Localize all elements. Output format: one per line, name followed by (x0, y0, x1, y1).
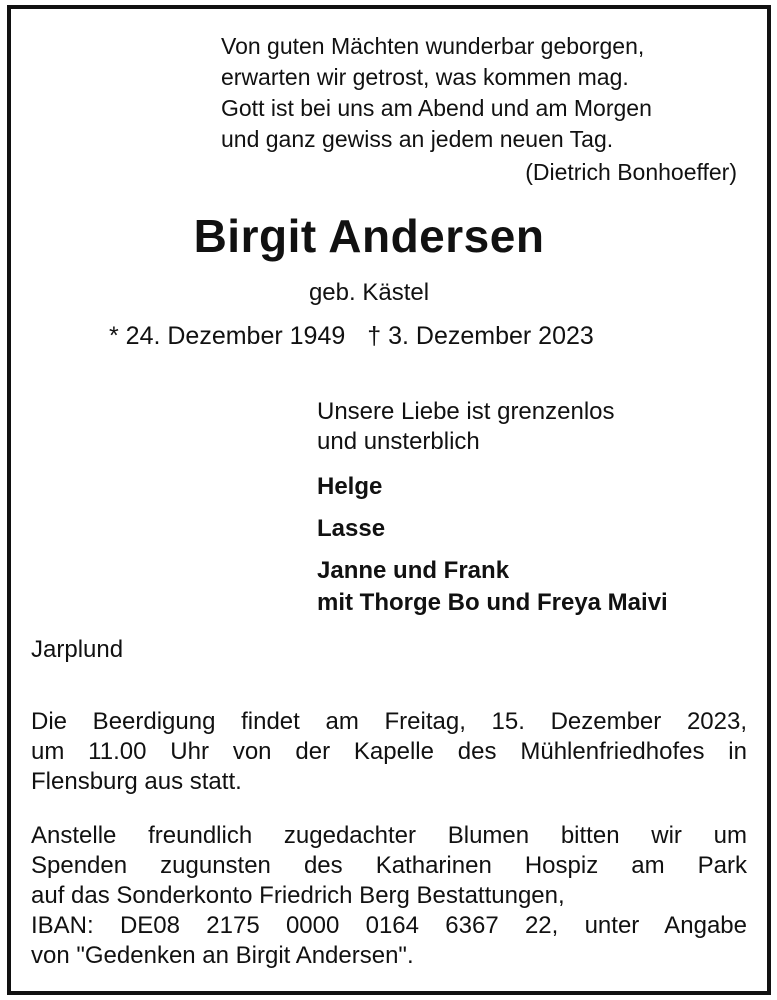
poem-line: erwarten wir getrost, was kommen mag. (221, 64, 629, 90)
family-list (317, 471, 668, 619)
place: Jarplund (31, 636, 124, 663)
poem (221, 31, 652, 155)
funeral-line: Die Beerdigung findet am Freitag, 15. Dezember 2023, (31, 708, 747, 735)
death-date: † 3. Dezember 2023 (367, 322, 594, 350)
donation-notice (31, 821, 747, 971)
donation-line: IBAN: DE08 2175 0000 0164 6367 22, unter Angabe (31, 912, 747, 939)
deceased-name: Birgit Andersen (193, 210, 545, 262)
poem-author: (Dietrich Bonhoeffer) (525, 159, 737, 185)
family-member: Janne und Frank (317, 557, 510, 584)
motto-line: und unsterblich (317, 428, 480, 455)
poem-line: Gott ist bei uns am Abend und am Morgen (221, 95, 652, 121)
obituary-content (11, 9, 767, 991)
funeral-notice (31, 707, 747, 797)
poem-line: und ganz gewiss an jedem neuen Tag. (221, 126, 614, 152)
motto-line: Unsere Liebe ist grenzenlos (317, 398, 615, 425)
funeral-line: um 11.00 Uhr von der Kapelle des Mühlenfriedhofes in (31, 738, 747, 765)
donation-line: Spenden zugunsten des Katharinen Hospiz am Park (31, 852, 747, 879)
donation-line: von "Gedenken an Birgit Andersen". (31, 942, 414, 969)
family-member: Lasse (317, 515, 386, 542)
donation-line: Anstelle freundlich zugedachter Blumen bitten wir um (31, 822, 747, 849)
poem-line: Von guten Mächten wunderbar geborgen, (221, 33, 645, 59)
family-member: Helge (317, 473, 383, 500)
donation-line: auf das Sonderkonto Friedrich Berg Bestattungen, (31, 882, 565, 909)
motto (317, 397, 615, 457)
birth-date: * 24. Dezember 1949 (109, 322, 346, 350)
life-dates (109, 322, 594, 351)
funeral-line: Flensburg aus statt. (31, 768, 242, 795)
maiden-name: geb. Kästel (308, 279, 430, 306)
family-member: mit Thorge Bo und Freya Maivi (317, 589, 668, 616)
obituary-frame (7, 5, 771, 995)
